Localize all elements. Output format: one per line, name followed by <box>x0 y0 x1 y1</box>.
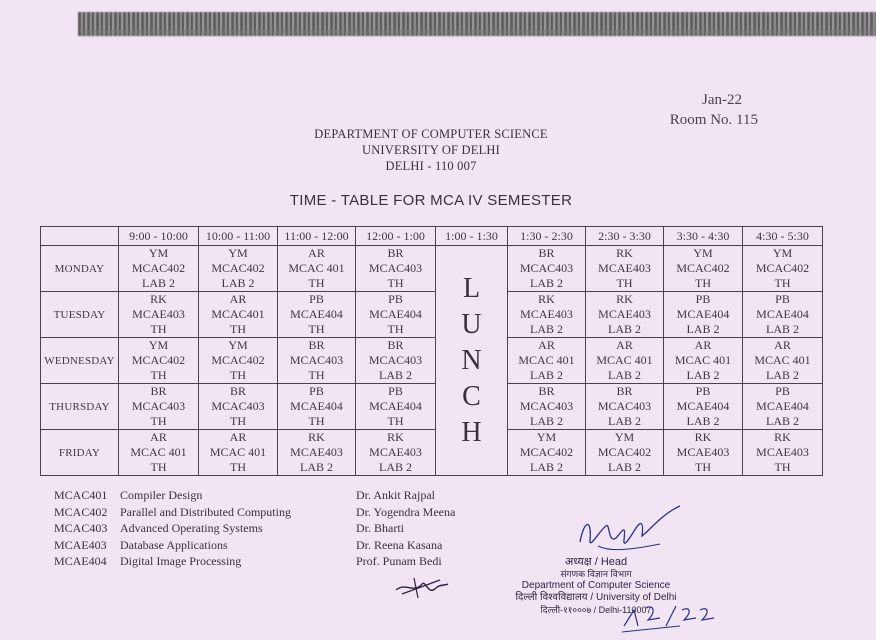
class-cell <box>356 384 436 430</box>
course-code: MCAE403 <box>132 307 185 321</box>
class-cell <box>356 246 436 292</box>
lunch-column <box>436 246 508 476</box>
legend-code: MCAC402 <box>54 504 108 519</box>
faculty-initials: YM <box>536 430 557 444</box>
faculty-initials: BR <box>616 384 633 398</box>
legend-code: MCAC401 <box>54 488 108 502</box>
initials-scribble <box>392 574 452 600</box>
faculty-initials: RK <box>616 292 633 306</box>
course-code: MCAE403 <box>756 445 809 459</box>
corner-cell <box>41 227 119 246</box>
city-line: DELHI - 110 007 <box>385 159 477 173</box>
legend-subject: Advanced Operating Systems <box>120 521 263 535</box>
venue: LAB 2 <box>766 414 799 428</box>
venue: LAB 2 <box>379 460 412 474</box>
class-cell <box>586 384 664 430</box>
class-cell <box>278 430 356 476</box>
course-code: MCAC403 <box>131 399 186 413</box>
venue: TH <box>387 414 404 428</box>
class-cell <box>199 292 278 338</box>
class-cell <box>278 246 356 292</box>
course-code: MCAC 401 <box>518 353 575 367</box>
faculty-initials: PB <box>309 292 324 306</box>
time-header-row <box>41 227 823 246</box>
class-cell <box>508 246 586 292</box>
class-cell <box>664 430 743 476</box>
time-slot: 2:30 - 3:30 <box>586 227 664 246</box>
class-cell <box>743 384 823 430</box>
venue: LAB 2 <box>766 322 799 336</box>
faculty-initials: RK <box>387 430 404 444</box>
class-cell <box>199 430 278 476</box>
class-cell <box>586 338 664 384</box>
venue: LAB 2 <box>530 322 563 336</box>
venue: LAB 2 <box>530 460 563 474</box>
faculty-initials: RK <box>150 292 167 306</box>
venue: TH <box>150 368 167 382</box>
class-cell <box>508 292 586 338</box>
lunch-letter: H <box>461 416 482 448</box>
faculty-initials: BR <box>387 246 404 260</box>
class-cell <box>278 292 356 338</box>
venue: TH <box>230 414 246 428</box>
course-code: MCAC403 <box>519 399 574 413</box>
faculty-initials: RK <box>694 430 712 444</box>
legend-faculty: Dr. Yogendra Meena <box>356 504 456 519</box>
faculty-initials: PB <box>695 292 711 306</box>
course-code: MCAC 401 <box>674 353 732 367</box>
venue: TH <box>150 322 167 336</box>
faculty-initials: YM <box>148 246 169 260</box>
faculty-initials: AR <box>229 292 247 306</box>
day-row <box>41 430 823 476</box>
course-code: MCAC 401 <box>754 353 811 367</box>
timetable <box>40 226 823 476</box>
class-cell <box>743 338 823 384</box>
course-code: MCAE403 <box>290 445 343 459</box>
time-slot: 9:00 - 10:00 <box>119 227 199 246</box>
venue: TH <box>308 414 325 428</box>
course-code: MCAC403 <box>597 399 652 413</box>
class-cell <box>119 384 199 430</box>
lunch-letter: N <box>461 344 482 376</box>
day-row <box>41 338 823 384</box>
stamp-line: संगणक विज्ञान विभाग <box>560 569 632 579</box>
day-label: THURSDAY <box>41 384 119 430</box>
course-code: MCAC402 <box>211 353 265 367</box>
room-label: Room No. 115 <box>669 112 758 128</box>
stamp-line: अध्यक्ष / Head <box>564 556 628 568</box>
venue: LAB 2 <box>530 368 563 382</box>
legend-faculty: Dr. Reena Kasana <box>356 537 443 552</box>
venue: TH <box>308 368 325 382</box>
course-code: MCAE404 <box>290 307 343 321</box>
course-code: MCAC403 <box>368 261 423 275</box>
course-code: MCAC 401 <box>596 353 653 367</box>
day-row <box>41 292 823 338</box>
faculty-initials: YM <box>228 246 248 260</box>
class-cell <box>356 338 436 384</box>
legend-row <box>54 504 506 521</box>
venue: LAB 2 <box>142 276 175 290</box>
class-cell <box>119 292 199 338</box>
course-code: MCAC403 <box>211 399 265 413</box>
venue: LAB 2 <box>379 368 412 382</box>
month-label: Jan-22 <box>702 92 742 108</box>
faculty-initials: PB <box>309 384 324 398</box>
faculty-initials: YM <box>772 246 793 260</box>
faculty-initials: PB <box>775 292 790 306</box>
course-code: MCAE404 <box>676 307 730 321</box>
time-slot: 12:00 - 1:00 <box>356 227 436 246</box>
lunch-letter: U <box>461 308 482 340</box>
timetable-title: TIME - TABLE FOR MCA IV SEMESTER <box>289 192 573 209</box>
course-code: MCAC402 <box>131 261 186 275</box>
legend-subject: Digital Image Processing <box>120 554 242 568</box>
venue: TH <box>774 460 791 474</box>
department-name: DEPARTMENT OF COMPUTER SCIENCE <box>314 127 548 141</box>
venue: LAB 2 <box>608 414 641 428</box>
stamp-line: Department of Computer Science <box>521 580 671 591</box>
faculty-initials: RK <box>538 292 555 306</box>
class-cell <box>199 384 278 430</box>
top-right-info <box>670 90 758 130</box>
course-code: MCAE404 <box>756 307 809 321</box>
faculty-initials: BR <box>308 338 325 352</box>
legend-faculty: Prof. Punam Bedi <box>356 554 442 568</box>
legend-subject: Parallel and Distributed Computing <box>120 504 291 519</box>
class-cell <box>199 338 278 384</box>
time-slot: 11:00 - 12:00 <box>278 227 356 246</box>
venue: TH <box>308 322 325 336</box>
stamp-line: दिल्ली-११०००७ / Delhi-110007 <box>540 605 652 615</box>
university-name: UNIVERSITY OF DELHI <box>361 143 501 157</box>
course-code: MCAE404 <box>369 399 422 413</box>
lunch-letter: L <box>462 272 481 304</box>
faculty-initials: YM <box>148 338 169 352</box>
legend-row <box>54 537 506 554</box>
department-header <box>0 126 862 174</box>
venue: LAB 2 <box>686 322 720 336</box>
faculty-initials: RK <box>308 430 325 444</box>
venue: TH <box>150 414 167 428</box>
course-code: MCAC402 <box>755 261 810 275</box>
venue: TH <box>695 460 711 474</box>
venue: TH <box>695 276 711 290</box>
faculty-initials: AR <box>229 430 247 444</box>
faculty-initials: AR <box>774 338 791 352</box>
class-cell <box>743 246 823 292</box>
class-cell <box>119 430 199 476</box>
course-code: MCAE403 <box>676 445 730 459</box>
venue: LAB 2 <box>221 276 255 290</box>
venue: LAB 2 <box>530 276 563 290</box>
course-code: MCAC402 <box>211 261 265 275</box>
handwritten-date <box>620 596 730 636</box>
course-code: MCAE403 <box>369 445 422 459</box>
course-code: MCAC402 <box>519 445 574 459</box>
faculty-initials: BR <box>229 384 246 398</box>
venue: TH <box>308 276 325 290</box>
legend-code: MCAE404 <box>54 554 107 568</box>
legend-row <box>54 553 506 570</box>
venue: TH <box>230 322 246 336</box>
course-code: MCAC 401 <box>288 261 345 275</box>
faculty-initials: PB <box>388 292 403 306</box>
class-cell <box>508 430 586 476</box>
time-slot: 10:00 - 11:00 <box>199 227 278 246</box>
class-cell <box>278 338 356 384</box>
stamp-line: दिल्ली विश्वविद्यालय / University of Delhi <box>515 592 677 603</box>
faculty-initials: PB <box>388 384 403 398</box>
venue: LAB 2 <box>530 414 563 428</box>
course-code: MCAE404 <box>676 399 730 413</box>
lunch-letter: C <box>462 380 481 412</box>
faculty-initials: AR <box>308 246 325 260</box>
course-code: MCAC403 <box>368 353 423 367</box>
legend-subject: Database Applications <box>120 537 228 552</box>
faculty-initials: AR <box>150 430 167 444</box>
faculty-initials: PB <box>775 384 790 398</box>
course-code: MCAC403 <box>289 353 344 367</box>
course-code: MCAC402 <box>131 353 186 367</box>
legend-row <box>54 487 506 504</box>
faculty-initials: RK <box>616 246 633 260</box>
faculty-initials: AR <box>538 338 555 352</box>
class-cell <box>508 384 586 430</box>
scan-edge-fade <box>80 30 876 38</box>
venue: LAB 2 <box>766 368 799 382</box>
class-cell <box>356 292 436 338</box>
legend-faculty: Dr. Ankit Rajpal <box>356 488 435 502</box>
class-cell <box>199 246 278 292</box>
course-code: MCAE403 <box>520 307 573 321</box>
class-cell <box>586 430 664 476</box>
day-label: TUESDAY <box>41 292 119 338</box>
course-code: MCAE404 <box>369 307 422 321</box>
class-cell <box>664 384 743 430</box>
time-slot: 4:30 - 5:30 <box>743 227 823 246</box>
faculty-initials: YM <box>614 430 635 444</box>
class-cell <box>586 292 664 338</box>
legend-code: MCAC403 <box>54 521 108 535</box>
faculty-initials: RK <box>774 430 791 444</box>
venue: LAB 2 <box>686 414 720 428</box>
venue: LAB 2 <box>608 322 641 336</box>
course-code: MCAC402 <box>597 445 652 459</box>
class-cell <box>586 246 664 292</box>
class-cell <box>119 338 199 384</box>
course-code: MCAE404 <box>756 399 809 413</box>
class-cell <box>743 430 823 476</box>
course-code: MCAC 401 <box>209 445 267 459</box>
class-cell <box>278 384 356 430</box>
faculty-initials: BR <box>387 338 404 352</box>
venue: LAB 2 <box>608 368 641 382</box>
legend-row <box>54 520 506 537</box>
venue: TH <box>387 276 404 290</box>
legend-subject: Compiler Design <box>120 488 203 502</box>
day-row <box>41 384 823 430</box>
class-cell <box>664 246 743 292</box>
day-label: WEDNESDAY <box>41 338 119 384</box>
faculty-initials: YM <box>228 338 248 352</box>
time-slot: 3:30 - 4:30 <box>664 227 743 246</box>
class-cell <box>664 338 743 384</box>
venue: TH <box>774 276 791 290</box>
venue: TH <box>230 460 246 474</box>
legend-faculty: Dr. Bharti <box>356 521 404 535</box>
faculty-initials: AR <box>616 338 633 352</box>
class-cell <box>743 292 823 338</box>
venue: TH <box>387 322 404 336</box>
time-slot-lunch: 1:00 - 1:30 <box>436 227 508 246</box>
venue: LAB 2 <box>300 460 333 474</box>
course-code: MCAE403 <box>598 261 651 275</box>
class-cell <box>664 292 743 338</box>
venue: LAB 2 <box>686 368 720 382</box>
head-signature <box>570 500 690 560</box>
course-code: MCAC402 <box>676 261 730 275</box>
course-code: MCAC403 <box>519 261 574 275</box>
faculty-initials: BR <box>150 384 167 398</box>
venue: TH <box>150 460 167 474</box>
course-code: MCAC 401 <box>130 445 187 459</box>
course-code: MCAE404 <box>290 399 343 413</box>
venue: TH <box>230 368 246 382</box>
day-label: MONDAY <box>41 246 119 292</box>
faculty-initials: BR <box>538 246 555 260</box>
class-cell <box>119 246 199 292</box>
faculty-initials: BR <box>538 384 555 398</box>
day-label: FRIDAY <box>41 430 119 476</box>
day-row <box>41 246 823 292</box>
faculty-initials: YM <box>693 246 713 260</box>
venue: LAB 2 <box>608 460 641 474</box>
class-cell <box>356 430 436 476</box>
faculty-initials: PB <box>695 384 711 398</box>
course-code: MCAE403 <box>598 307 651 321</box>
legend-code: MCAE403 <box>54 537 107 552</box>
subject-legend <box>54 487 506 570</box>
faculty-initials: AR <box>694 338 712 352</box>
time-slot: 1:30 - 2:30 <box>508 227 586 246</box>
venue: TH <box>616 276 633 290</box>
course-code: MCAC401 <box>211 307 265 321</box>
class-cell <box>508 338 586 384</box>
